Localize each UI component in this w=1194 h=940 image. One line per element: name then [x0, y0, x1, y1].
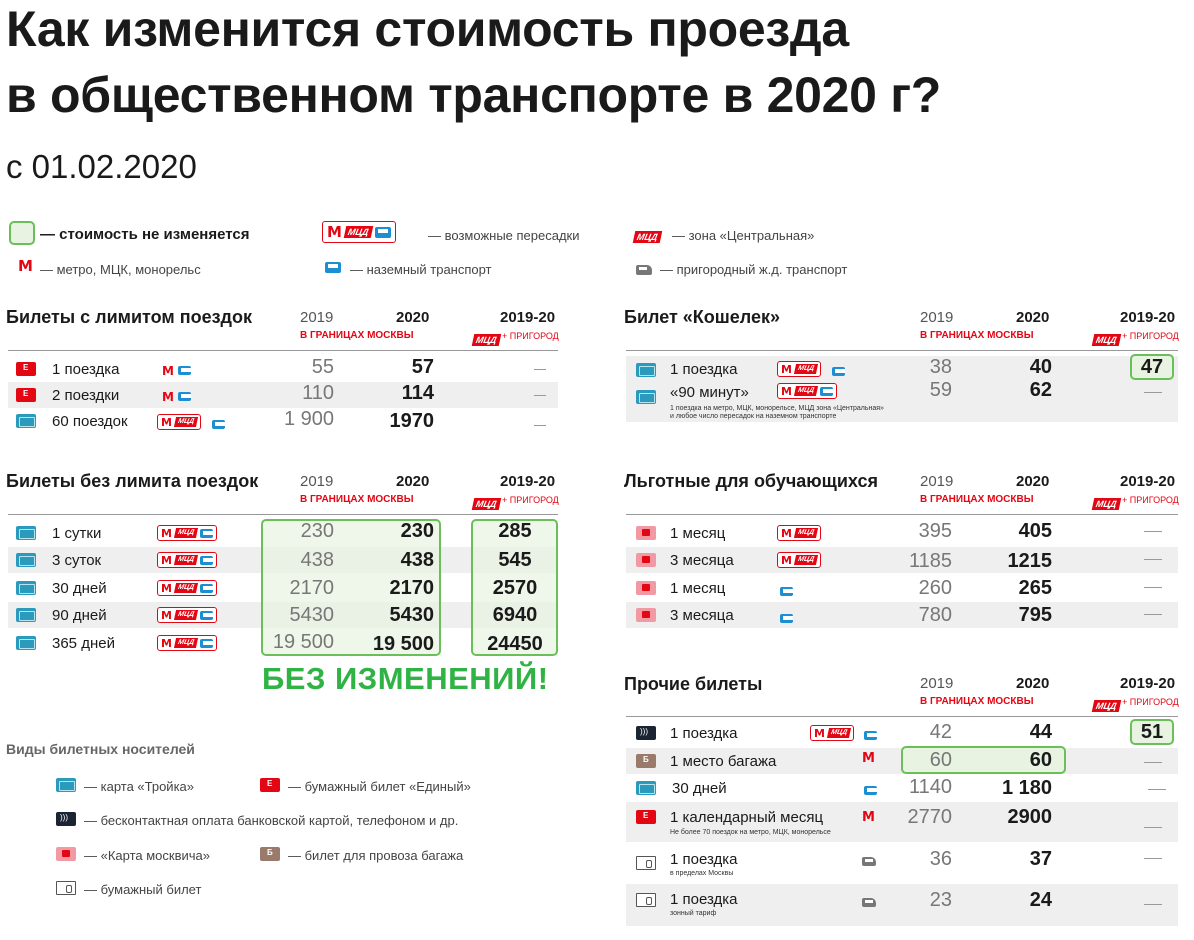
- bus-icon: [325, 260, 341, 278]
- hdr-2019: 2019: [920, 675, 954, 692]
- bus-icon: [780, 610, 793, 628]
- price-2019-20: 47: [1140, 356, 1164, 378]
- price-2019-20: 51: [1140, 721, 1164, 743]
- muscovite-card-icon: [636, 581, 656, 595]
- legend-metro: — метро, МЦК, монорельс: [40, 262, 201, 277]
- ticket-name: 90 дней: [52, 607, 107, 624]
- ticket-name: 3 месяца: [670, 607, 734, 624]
- price-2020: 114: [401, 382, 434, 404]
- price-2019-20-dash: [1144, 531, 1162, 532]
- ticket-name: 1 сутки: [52, 525, 102, 542]
- price-2020: 40: [1029, 356, 1052, 378]
- price-2020: 62: [1029, 379, 1052, 401]
- hdr-2019: 2019: [920, 309, 954, 326]
- limited-title: Билеты с лимитом поездок: [6, 307, 252, 327]
- hdr-in-moscow: В ГРАНИЦАХ МОСКВЫ: [300, 494, 414, 505]
- price-2019-20-dash: [1148, 789, 1166, 790]
- edin-ticket-icon: [636, 810, 656, 824]
- price-2019-20-dash: [1144, 559, 1162, 560]
- transfer-icon: M МЦД: [777, 383, 837, 399]
- ticket-name: 60 поездок: [52, 413, 128, 430]
- mcd-icon: МЦД: [344, 226, 373, 238]
- price-2020: 24: [1029, 889, 1052, 911]
- ticket-note: и любое число пересадок на наземном транспорте: [670, 413, 837, 420]
- hdr-prigorod: + ПРИГОРОД: [1122, 331, 1179, 341]
- transfer-icon: M МЦД: [157, 607, 217, 623]
- bus-icon: [864, 782, 877, 800]
- ticket-name: 1 месяц: [670, 580, 726, 597]
- price-2020: 795: [1018, 604, 1052, 626]
- mcd-icon: МЦД: [1093, 696, 1120, 714]
- bus-icon: [375, 227, 391, 238]
- price-2019-20: 285: [498, 520, 532, 542]
- carrier-troika: — карта «Тройка»: [84, 779, 195, 794]
- hdr-2020: 2020: [1016, 309, 1050, 326]
- students-title: Льготные для обучающихся: [624, 471, 878, 491]
- price-2019-20-dash: [1144, 858, 1162, 859]
- hdr-2020: 2020: [1016, 675, 1050, 692]
- price-2019: 36: [929, 848, 952, 870]
- hdr-2019: 2019: [920, 473, 954, 490]
- metro-bus-icon: M: [162, 388, 191, 406]
- metro-icon: M: [862, 810, 875, 825]
- hdr-prigorod: + ПРИГОРОД: [502, 495, 559, 505]
- ticket-note: Не более 70 поездок на метро, МЦК, монорельсе: [670, 829, 831, 836]
- price-2019: 395: [918, 520, 952, 542]
- edin-ticket-icon: [260, 778, 280, 792]
- price-2019: 1140: [908, 776, 952, 798]
- hdr-prigorod: + ПРИГОРОД: [1122, 697, 1179, 707]
- troika-card-icon: [16, 581, 36, 595]
- transfer-icon: M МЦД: [777, 525, 821, 541]
- hdr-in-moscow: В ГРАНИЦАХ МОСКВЫ: [300, 330, 414, 341]
- muscovite-card-icon: [636, 608, 656, 622]
- hdr-2019-20: 2019-20: [500, 309, 556, 326]
- price-2019: 780: [918, 604, 952, 626]
- price-2019-20-dash: [1144, 587, 1162, 588]
- price-2019-20-dash: [1144, 904, 1162, 905]
- hdr-2019-20: 2019-20: [500, 473, 556, 490]
- price-2019-20: 24450: [487, 633, 543, 655]
- hdr-2020: 2020: [1016, 473, 1050, 490]
- unlimited-title: Билеты без лимита поездок: [6, 471, 259, 491]
- transfer-icon: M МЦД: [777, 552, 821, 568]
- price-2019-20-dash: [534, 395, 546, 396]
- koshelek-title: Билет «Кошелек»: [624, 307, 781, 327]
- price-2019: 60: [929, 749, 952, 771]
- muscovite-card-icon: [636, 526, 656, 540]
- transfer-icon: M МЦД: [157, 414, 201, 430]
- price-2019-20: 2570: [492, 577, 538, 599]
- ticket-name: 1 поездка: [670, 891, 738, 908]
- ticket-name: 1 поездка: [52, 361, 120, 378]
- transfer-icon: [322, 221, 396, 243]
- hdr-prigorod: + ПРИГОРОД: [1122, 495, 1179, 505]
- ticket-name: 3 месяца: [670, 552, 734, 569]
- price-2019-20: 6940: [492, 604, 538, 626]
- price-2019: 23: [929, 889, 952, 911]
- price-2019-20-dash: [1144, 827, 1162, 828]
- price-2019: 5430: [289, 604, 334, 626]
- troika-card-icon: [636, 781, 656, 795]
- mcd-icon: МЦД: [1093, 330, 1120, 348]
- hdr-2019-20: 2019-20: [1120, 675, 1176, 692]
- ticket-name: 365 дней: [52, 635, 115, 652]
- ticket-name: 2 поездки: [52, 387, 120, 404]
- carrier-contactless: — бесконтактная оплата банковской картой, телефоном и др.: [84, 813, 459, 828]
- price-2020: 1215: [1007, 550, 1052, 572]
- train-icon: [862, 894, 876, 912]
- price-2020: 19 500: [372, 633, 434, 655]
- train-icon: [862, 853, 876, 871]
- ticket-name: 1 календарный месяц: [670, 809, 824, 826]
- price-2020: 5430: [389, 604, 434, 626]
- price-2019: 1 900: [283, 408, 334, 430]
- hdr-2019: 2019: [300, 309, 334, 326]
- mcd-icon: МЦД: [473, 330, 500, 348]
- ticket-note: зонный тариф: [670, 910, 717, 917]
- muscovite-card-icon: [636, 553, 656, 567]
- effective-date: с 01.02.2020: [6, 148, 197, 185]
- price-2020: 405: [1018, 520, 1052, 542]
- paper-ticket-icon: [636, 856, 656, 870]
- edin-ticket-icon: [16, 388, 36, 402]
- bus-icon: [832, 363, 845, 381]
- bus-icon: [864, 727, 877, 745]
- mcd-icon: МЦД: [473, 494, 500, 512]
- muscovite-card-icon: [56, 847, 76, 861]
- price-2019-20-dash: [1144, 762, 1162, 763]
- contactless-icon: [636, 726, 656, 740]
- price-2019: 55: [311, 356, 334, 378]
- price-2019: 438: [300, 549, 334, 571]
- hdr-2020: 2020: [396, 473, 430, 490]
- price-2019: 38: [929, 356, 952, 378]
- price-2020: 230: [400, 520, 434, 542]
- hdr-in-moscow: В ГРАНИЦАХ МОСКВЫ: [920, 696, 1034, 707]
- price-2019: 260: [918, 577, 952, 599]
- price-2020: 2900: [1007, 806, 1052, 828]
- carrier-muscovite: — «Карта москвича»: [84, 848, 210, 863]
- hdr-2019-20: 2019-20: [1120, 309, 1176, 326]
- edin-ticket-icon: [16, 362, 36, 376]
- troika-card-icon: [16, 526, 36, 540]
- legend-central-zone: — зона «Центральная»: [672, 228, 815, 243]
- transfer-icon: M МЦД: [157, 580, 217, 596]
- troika-card-icon: [56, 778, 76, 792]
- bus-icon: [212, 416, 225, 434]
- ticket-name: 3 суток: [52, 552, 102, 569]
- hdr-2020: 2020: [396, 309, 430, 326]
- troika-card-icon: [16, 553, 36, 567]
- price-2020: 265: [1018, 577, 1052, 599]
- troika-card-icon: [16, 414, 36, 428]
- paper-ticket-icon: [636, 893, 656, 907]
- price-2019-20-dash: [534, 369, 546, 370]
- transfer-icon: M МЦД: [157, 635, 217, 651]
- transfer-icon: M МЦД: [157, 552, 217, 568]
- contactless-icon: [56, 812, 76, 826]
- price-2019: 19 500: [272, 631, 334, 653]
- troika-card-icon: [636, 363, 656, 377]
- carrier-paper: — бумажный билет: [84, 882, 202, 897]
- ticket-name: «90 минут»: [670, 384, 749, 401]
- metro-icon: M: [18, 257, 33, 275]
- price-2019: 59: [929, 379, 952, 401]
- other-title: Прочие билеты: [624, 674, 763, 694]
- price-2019-20-dash: [1144, 614, 1162, 615]
- baggage-ticket-icon: [260, 847, 280, 861]
- ticket-name: 30 дней: [52, 580, 107, 597]
- transfer-icon: M МЦД: [810, 725, 854, 741]
- hdr-in-moscow: В ГРАНИЦАХ МОСКВЫ: [920, 330, 1034, 341]
- metro-bus-icon: M: [162, 362, 191, 380]
- legend-ground: — наземный транспорт: [350, 262, 492, 277]
- paper-ticket-icon: [56, 881, 76, 895]
- metro-icon: M: [862, 751, 875, 766]
- ticket-name: 1 поездка: [670, 361, 738, 378]
- price-2020: 1970: [389, 410, 434, 432]
- price-2019-20-dash: [1144, 392, 1162, 393]
- price-2019-20: 545: [498, 549, 532, 571]
- mcd-icon: МЦД: [634, 227, 661, 245]
- price-2020: 44: [1029, 721, 1052, 743]
- ticket-name: 1 место багажа: [670, 753, 777, 770]
- price-2019: 110: [302, 382, 334, 404]
- price-2019: 230: [300, 520, 334, 542]
- bus-icon: [780, 583, 793, 601]
- price-2019: 42: [929, 721, 952, 743]
- hdr-2019-20: 2019-20: [1120, 473, 1176, 490]
- price-2020: 2170: [389, 577, 434, 599]
- price-2020: 57: [411, 356, 434, 378]
- price-2019-20-dash: [534, 425, 546, 426]
- troika-card-icon: [16, 636, 36, 650]
- no-change-label: БЕЗ ИЗМЕНЕНИЙ!: [262, 661, 549, 696]
- ticket-note: 1 поездка на метро, МЦК, монорельсе, МЦД зона «Центральная»: [670, 405, 884, 412]
- hdr-prigorod: + ПРИГОРОД: [502, 331, 559, 341]
- troika-card-icon: [16, 608, 36, 622]
- title-line-1: Как изменится стоимость проезда: [6, 1, 849, 57]
- legend-suburban: — пригородный ж.д. транспорт: [660, 262, 848, 277]
- price-2020: 60: [1029, 749, 1052, 771]
- price-2020: 438: [400, 549, 434, 571]
- ticket-name: 1 поездка: [670, 851, 738, 868]
- troika-card-icon: [636, 390, 656, 404]
- ticket-name: 1 поездка: [670, 725, 738, 742]
- train-icon: [636, 262, 652, 280]
- price-2019: 1185: [908, 550, 952, 572]
- price-2020: 1 180: [1001, 777, 1052, 799]
- hdr-in-moscow: В ГРАНИЦАХ МОСКВЫ: [920, 494, 1034, 505]
- carrier-bag: — билет для провоза багажа: [288, 848, 464, 863]
- legend-unchanged: — стоимость не изменяется: [40, 226, 250, 243]
- transfer-icon: M МЦД: [157, 525, 217, 541]
- title-line-2: в общественном транспорте в 2020 г?: [6, 67, 942, 123]
- transfer-icon: M МЦД: [777, 361, 821, 377]
- ticket-name: 30 дней: [672, 780, 727, 797]
- ticket-name: 1 месяц: [670, 525, 726, 542]
- ticket-note: в пределах Москвы: [670, 870, 734, 877]
- baggage-ticket-icon: [636, 754, 656, 768]
- price-2019: 2770: [907, 806, 952, 828]
- unchanged-swatch: [9, 221, 35, 245]
- carrier-edin: — бумажный билет «Единый»: [288, 779, 471, 794]
- metro-icon: M: [327, 223, 342, 241]
- mcd-icon: МЦД: [1093, 494, 1120, 512]
- price-2019: 2170: [289, 577, 334, 599]
- legend-transfers: — возможные пересадки: [428, 228, 580, 243]
- carriers-title: Виды билетных носителей: [6, 741, 195, 757]
- hdr-2019: 2019: [300, 473, 334, 490]
- price-2020: 37: [1029, 848, 1052, 870]
